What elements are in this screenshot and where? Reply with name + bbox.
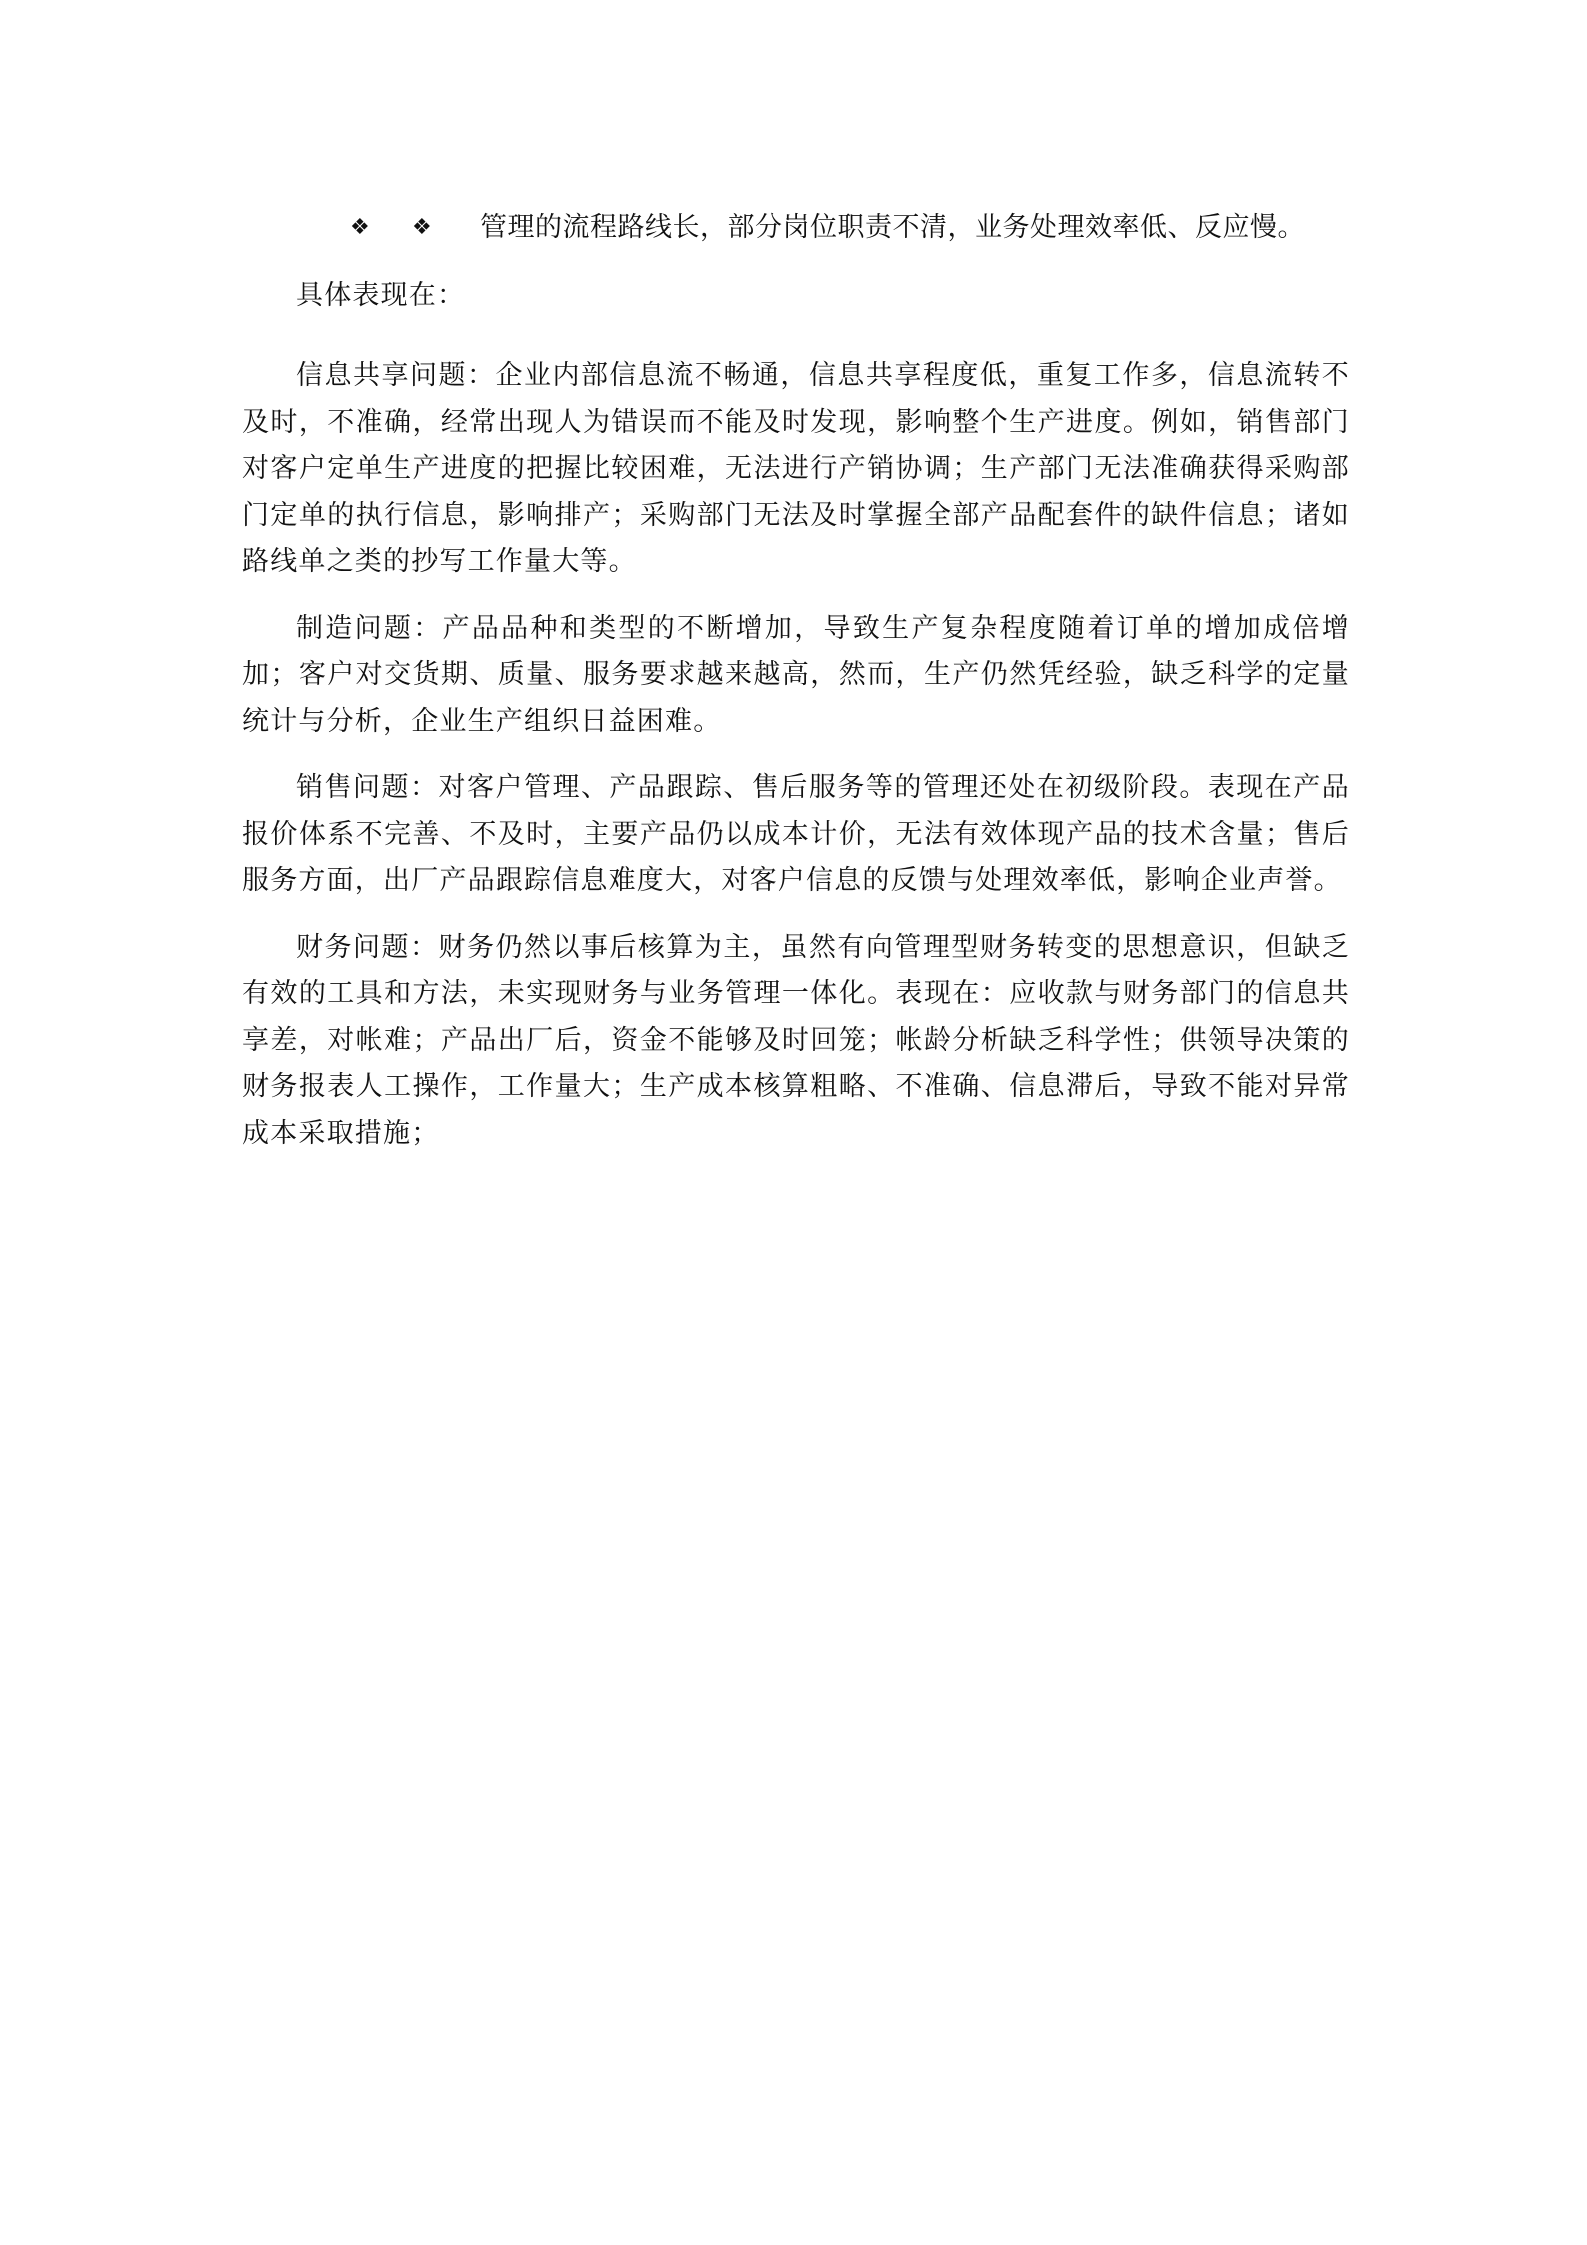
paragraph-sales: 销售问题：对客户管理、产品跟踪、售后服务等的管理还处在初级阶段。表现在产品报价体系不完善、不及时，主要产品仍以成本计价，无法有效体现产品的技术含量；售后服务方面，出厂产品跟踪信息难度大，对客户信息的反馈与处理效率低，影响企业声誉。 <box>242 772 1350 896</box>
paragraph-finance: 财务问题：财务仍然以事后核算为主，虽然有向管理型财务转变的思想意识，但缺乏有效的工具和方法，未实现财务与业务管理一体化。表现在：应收款与财务部门的信息共享差，对帐难；产品出厂后，资金不能够及时回笼；帐龄分析缺乏科学性；供领导决策的财务报表人工操作，工作量大；生产成本核算粗略、不准确、信息滞后，导致不能对异常成本采取措施； <box>242 931 1350 1149</box>
intro-text: 具体表现在： <box>296 280 466 311</box>
bullet-item <box>242 198 1350 258</box>
paragraph-information-sharing: 信息共享问题：企业内部信息流不畅通，信息共享程度低，重复工作多，信息流转不及时，不准确，经常出现人为错误而不能及时发现，影响整个生产进度。例如，销售部门对客户定单生产进度的把握比较困难，无法进行产销协调；生产部门无法准确获得采购部门定单的执行信息，影响排产；采购部门无法及时掌握全部产品配套件的缺件信息；诸如路线单之类的抄写工作量大等。 <box>242 360 1350 577</box>
document-page <box>242 198 1350 1157</box>
paragraph-manufacturing: 制造问题：产品品种和类型的不断增加，导致生产复杂程度随着订单的增加成倍增加；客户对交货期、质量、服务要求越来越高，然而，生产仍然凭经验，缺乏科学的定量统计与分析，企业生产组织日益困难。 <box>242 612 1350 737</box>
bullet-text: 管理的流程路线长，部分岗位职责不清，业务处理效率低、反应慢。 <box>480 212 1305 243</box>
diamond-bullet-icon: ❖ <box>350 215 370 240</box>
diamond-bullet-icon: ❖ <box>412 215 432 240</box>
